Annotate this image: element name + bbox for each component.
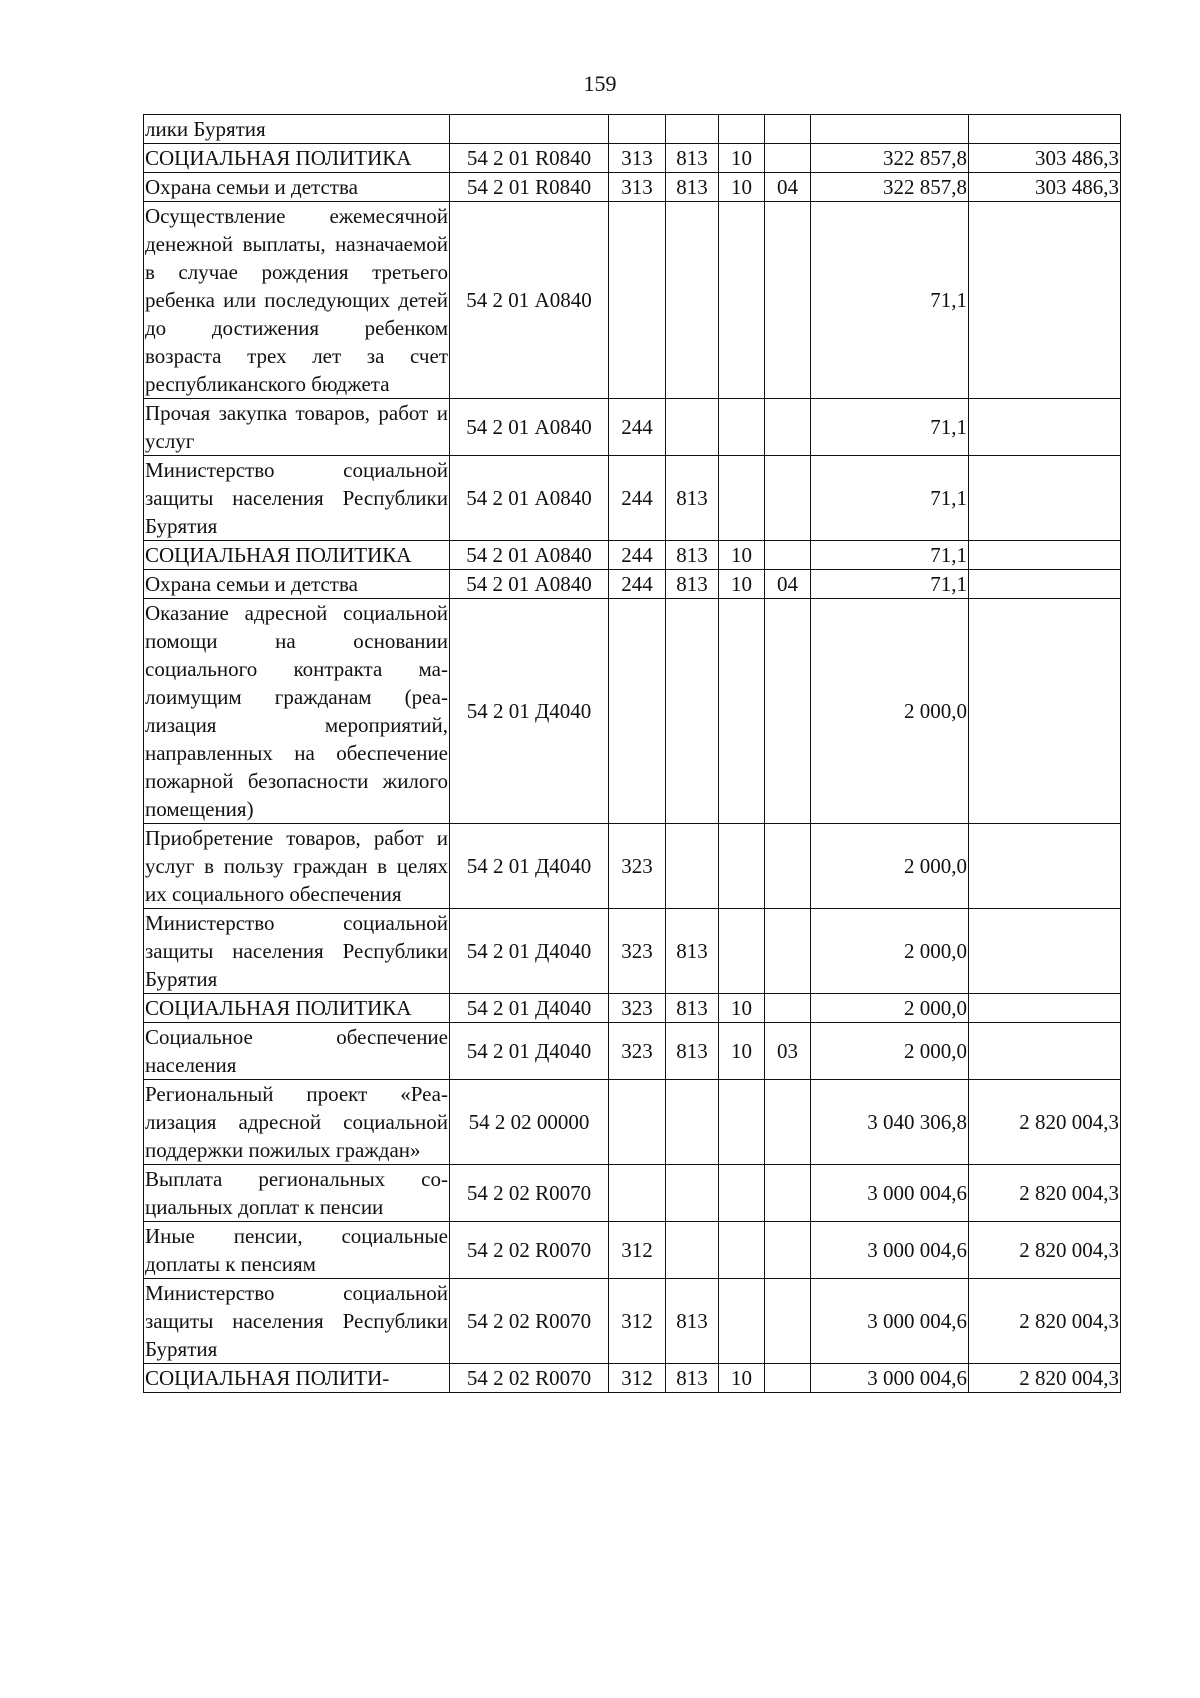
cell-amount-2: 2 820 004,3 (969, 1080, 1121, 1165)
cell-name: Оказание адресной социальной помощи на основании социального контракта малоимущим гражданам (реализация мероприятий, направленных на обеспечение пожарной безопасности жилого помещения) (144, 599, 450, 824)
cell-amount-2: 2 820 004,3 (969, 1279, 1121, 1364)
cell-expense-type: 323 (609, 994, 666, 1023)
cell-administrator (666, 1165, 719, 1222)
table-row (144, 202, 1121, 399)
cell-amount-1: 71,1 (811, 456, 969, 541)
cell-target-article: 54 2 02 R0070 (450, 1222, 609, 1279)
cell-subsection (765, 909, 811, 994)
cell-subsection (765, 1279, 811, 1364)
budget-table (143, 114, 1121, 1393)
cell-administrator (666, 1080, 719, 1165)
cell-expense-type: 313 (609, 144, 666, 173)
cell-section (719, 824, 765, 909)
cell-expense-type: 323 (609, 1023, 666, 1080)
table-row (144, 1080, 1121, 1165)
cell-subsection (765, 144, 811, 173)
cell-target-article: 54 2 01 R0840 (450, 144, 609, 173)
cell-expense-type: 312 (609, 1279, 666, 1364)
cell-amount-2 (969, 909, 1121, 994)
cell-target-article: 54 2 02 R0070 (450, 1279, 609, 1364)
table-row (144, 1279, 1121, 1364)
cell-name: Охрана семьи и детства (144, 173, 450, 202)
table-row (144, 144, 1121, 173)
cell-administrator: 813 (666, 456, 719, 541)
table-row (144, 1222, 1121, 1279)
cell-target-article: 54 2 02 R0070 (450, 1165, 609, 1222)
cell-name: СОЦИАЛЬНАЯ ПОЛИТИКА (144, 144, 450, 173)
cell-subsection (765, 541, 811, 570)
cell-amount-2: 2 820 004,3 (969, 1364, 1121, 1393)
cell-amount-1: 3 040 306,8 (811, 1080, 969, 1165)
cell-amount-1: 71,1 (811, 541, 969, 570)
table-row (144, 994, 1121, 1023)
cell-section: 10 (719, 570, 765, 599)
cell-amount-1: 3 000 004,6 (811, 1279, 969, 1364)
cell-target-article: 54 2 01 А0840 (450, 541, 609, 570)
cell-amount-1: 71,1 (811, 399, 969, 456)
table-row (144, 570, 1121, 599)
cell-administrator: 813 (666, 1023, 719, 1080)
cell-expense-type: 323 (609, 909, 666, 994)
cell-amount-1: 2 000,0 (811, 599, 969, 824)
cell-amount-2: 303 486,3 (969, 173, 1121, 202)
cell-name: СОЦИАЛЬНАЯ ПОЛИТИКА (144, 541, 450, 570)
table-row (144, 824, 1121, 909)
cell-subsection (765, 202, 811, 399)
cell-name: лики Бурятия (144, 115, 450, 144)
cell-name: Министерство социальной защиты населения Республики Бурятия (144, 1279, 450, 1364)
cell-subsection (765, 1222, 811, 1279)
cell-expense-type: 323 (609, 824, 666, 909)
cell-administrator (666, 599, 719, 824)
cell-name: Министерство социальной защиты населения Республики Бурятия (144, 456, 450, 541)
cell-target-article: 54 2 01 Д4040 (450, 994, 609, 1023)
cell-subsection (765, 399, 811, 456)
table-row (144, 599, 1121, 824)
cell-target-article: 54 2 01 Д4040 (450, 1023, 609, 1080)
cell-section: 10 (719, 144, 765, 173)
cell-section: 10 (719, 1364, 765, 1393)
cell-subsection (765, 1165, 811, 1222)
cell-subsection: 04 (765, 173, 811, 202)
page-number: 159 (583, 71, 617, 96)
cell-name: Выплата региональных социальных доплат к пенсии (144, 1165, 450, 1222)
cell-section (719, 909, 765, 994)
cell-amount-2: 2 820 004,3 (969, 1222, 1121, 1279)
cell-section (719, 1080, 765, 1165)
cell-target-article: 54 2 01 Д4040 (450, 824, 609, 909)
cell-amount-1: 322 857,8 (811, 173, 969, 202)
cell-section (719, 456, 765, 541)
cell-name: Социальное обеспечение населения (144, 1023, 450, 1080)
cell-administrator: 813 (666, 994, 719, 1023)
table-row (144, 541, 1121, 570)
cell-amount-2 (969, 456, 1121, 541)
cell-amount-1: 71,1 (811, 202, 969, 399)
cell-amount-1 (811, 115, 969, 144)
cell-amount-1: 2 000,0 (811, 994, 969, 1023)
table-row (144, 456, 1121, 541)
cell-amount-2: 2 820 004,3 (969, 1165, 1121, 1222)
table-row (144, 1165, 1121, 1222)
cell-target-article: 54 2 02 00000 (450, 1080, 609, 1165)
cell-amount-1: 2 000,0 (811, 1023, 969, 1080)
cell-subsection: 04 (765, 570, 811, 599)
cell-expense-type: 312 (609, 1364, 666, 1393)
cell-name: СОЦИАЛЬНАЯ ПОЛИТИ- (144, 1364, 450, 1393)
cell-administrator (666, 202, 719, 399)
cell-amount-1: 2 000,0 (811, 909, 969, 994)
table-row (144, 115, 1121, 144)
cell-expense-type (609, 1080, 666, 1165)
cell-subsection (765, 599, 811, 824)
cell-administrator: 813 (666, 144, 719, 173)
cell-expense-type: 313 (609, 173, 666, 202)
cell-amount-2 (969, 570, 1121, 599)
cell-subsection: 03 (765, 1023, 811, 1080)
cell-name: Охрана семьи и детства (144, 570, 450, 599)
cell-subsection (765, 115, 811, 144)
cell-amount-2 (969, 399, 1121, 456)
cell-section (719, 599, 765, 824)
cell-amount-2: 303 486,3 (969, 144, 1121, 173)
cell-section: 10 (719, 1023, 765, 1080)
table-row (144, 1023, 1121, 1080)
cell-administrator (666, 1222, 719, 1279)
cell-administrator: 813 (666, 570, 719, 599)
cell-amount-2 (969, 541, 1121, 570)
cell-administrator: 813 (666, 541, 719, 570)
cell-expense-type: 244 (609, 399, 666, 456)
cell-expense-type: 244 (609, 570, 666, 599)
table-row (144, 909, 1121, 994)
cell-target-article: 54 2 02 R0070 (450, 1364, 609, 1393)
cell-name: Министерство социальной защиты населения Республики Бурятия (144, 909, 450, 994)
table-row (144, 173, 1121, 202)
table-row (144, 1364, 1121, 1393)
cell-subsection (765, 1080, 811, 1165)
cell-name: Иные пенсии, социальные доплаты к пенсиям (144, 1222, 450, 1279)
cell-expense-type: 244 (609, 456, 666, 541)
cell-name: Осуществление ежемесячной денежной выплаты, назначаемой в случае рождения третьего ребенка или последующих детей до достижения ребенком возраста трех лет за счет республиканского бюджета (144, 202, 450, 399)
cell-amount-2 (969, 599, 1121, 824)
cell-section (719, 115, 765, 144)
cell-section: 10 (719, 541, 765, 570)
cell-section: 10 (719, 173, 765, 202)
cell-name: Приобретение товаров, работ и услуг в пользу граждан в целях их социального обеспечения (144, 824, 450, 909)
cell-expense-type (609, 115, 666, 144)
cell-target-article: 54 2 01 А0840 (450, 399, 609, 456)
cell-target-article: 54 2 01 А0840 (450, 456, 609, 541)
cell-section (719, 399, 765, 456)
cell-administrator: 813 (666, 1364, 719, 1393)
cell-name: Прочая закупка товаров, работ и услуг (144, 399, 450, 456)
cell-amount-1: 322 857,8 (811, 144, 969, 173)
table-row (144, 399, 1121, 456)
cell-name: Региональный проект «Реализация адресной социальной поддержки пожилых граждан» (144, 1080, 450, 1165)
cell-amount-1: 71,1 (811, 570, 969, 599)
cell-expense-type (609, 599, 666, 824)
cell-target-article: 54 2 01 Д4040 (450, 909, 609, 994)
cell-section (719, 202, 765, 399)
cell-target-article (450, 115, 609, 144)
cell-administrator (666, 115, 719, 144)
cell-name: СОЦИАЛЬНАЯ ПОЛИТИКА (144, 994, 450, 1023)
cell-expense-type (609, 202, 666, 399)
cell-amount-1: 3 000 004,6 (811, 1222, 969, 1279)
cell-section (719, 1222, 765, 1279)
cell-target-article: 54 2 01 Д4040 (450, 599, 609, 824)
cell-amount-2 (969, 824, 1121, 909)
cell-amount-1: 3 000 004,6 (811, 1165, 969, 1222)
cell-amount-1: 3 000 004,6 (811, 1364, 969, 1393)
cell-subsection (765, 1364, 811, 1393)
cell-amount-2 (969, 202, 1121, 399)
cell-administrator: 813 (666, 173, 719, 202)
cell-amount-2 (969, 1023, 1121, 1080)
cell-expense-type: 244 (609, 541, 666, 570)
cell-target-article: 54 2 01 R0840 (450, 173, 609, 202)
cell-administrator: 813 (666, 909, 719, 994)
cell-subsection (765, 994, 811, 1023)
cell-administrator: 813 (666, 1279, 719, 1364)
cell-section (719, 1279, 765, 1364)
cell-section (719, 1165, 765, 1222)
cell-amount-1: 2 000,0 (811, 824, 969, 909)
cell-target-article: 54 2 01 А0840 (450, 202, 609, 399)
cell-amount-2 (969, 994, 1121, 1023)
cell-administrator (666, 824, 719, 909)
cell-expense-type: 312 (609, 1222, 666, 1279)
table-body (144, 115, 1121, 1393)
cell-section: 10 (719, 994, 765, 1023)
cell-amount-2 (969, 115, 1121, 144)
cell-subsection (765, 456, 811, 541)
cell-expense-type (609, 1165, 666, 1222)
cell-subsection (765, 824, 811, 909)
cell-administrator (666, 399, 719, 456)
cell-target-article: 54 2 01 А0840 (450, 570, 609, 599)
